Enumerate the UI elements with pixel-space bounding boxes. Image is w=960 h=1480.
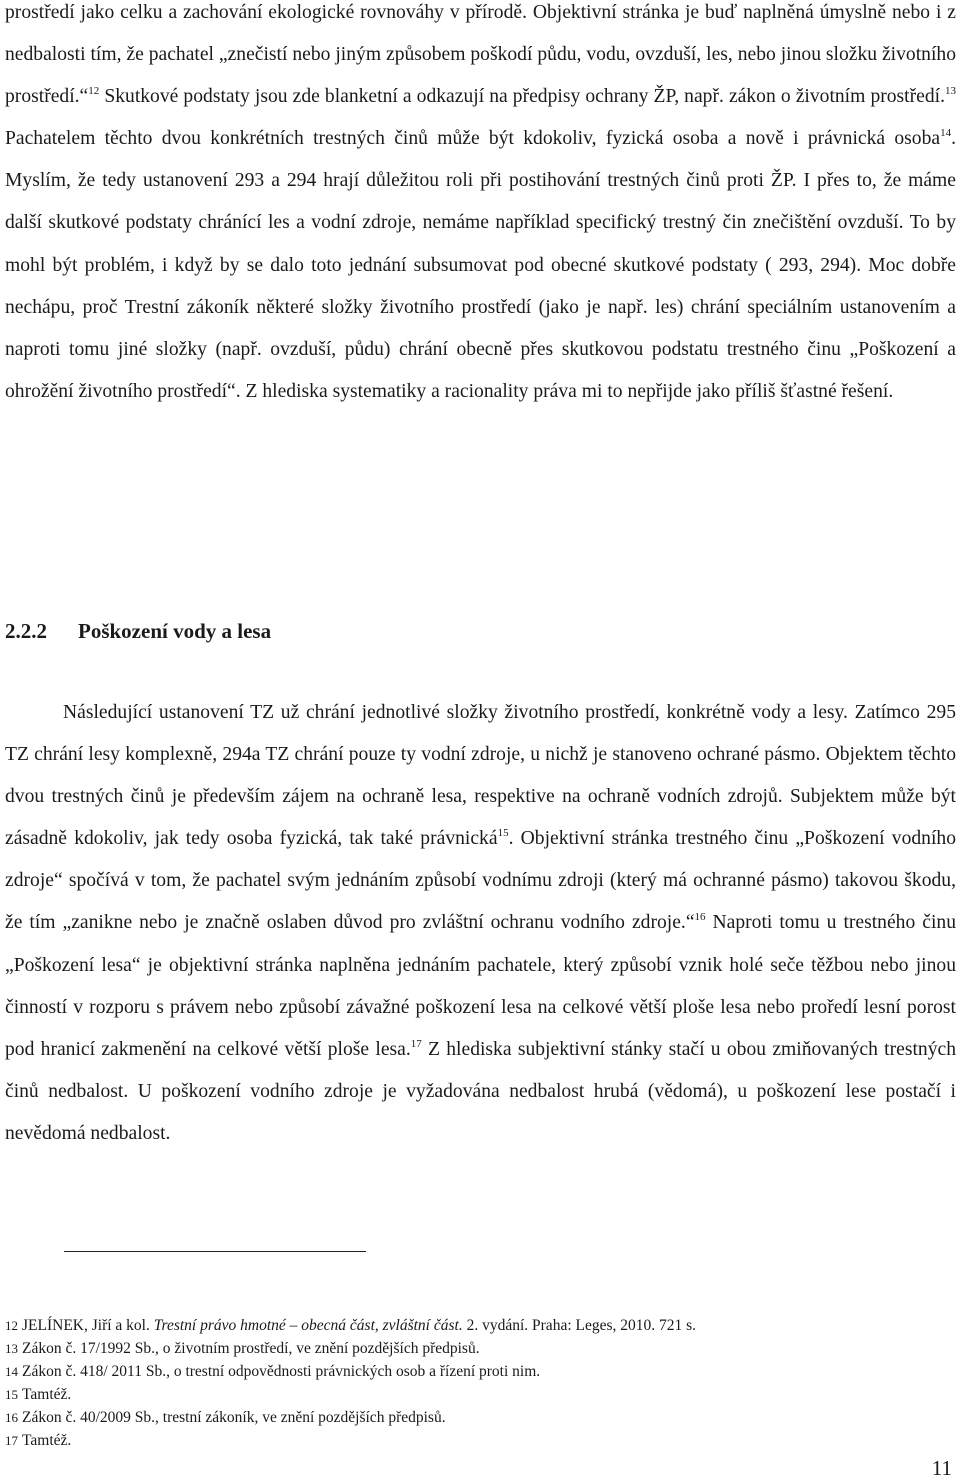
footnote-separator bbox=[64, 1251, 366, 1252]
footnote-reference: 12 bbox=[88, 85, 100, 98]
footnote-text: Zákon č. 418/ 2011 Sb., o trestní odpovědnosti právnických osob a řízení proti nim. bbox=[22, 1363, 541, 1381]
footnote-number: 17 bbox=[5, 1433, 18, 1449]
footnote-text: Tamtéž. bbox=[22, 1386, 72, 1404]
footnote-item bbox=[5, 1429, 945, 1452]
footnote-title: Trestní právo hmotné – obecná část, zvláštní část. bbox=[153, 1317, 463, 1334]
footnote-text: Zákon č. 17/1992 Sb., o životním prostředí, ve znění pozdějších předpisů. bbox=[22, 1340, 480, 1358]
footnote-number: 13 bbox=[5, 1341, 18, 1357]
footnote-number: 14 bbox=[5, 1364, 18, 1380]
footnote-reference: 13 bbox=[945, 85, 956, 98]
footnote-item bbox=[5, 1383, 945, 1406]
footnote-item bbox=[5, 1314, 945, 1337]
paragraph-text: . Myslím, že tedy ustanovení 293 a 294 hrají důležitou roli při postihování trestných činů proti ŽP. I přes to, že máme další skutkové podstaty chránící les a vodní zdroje, nemáme například specifický trestný čin znečištění ovzduší. To by mohl být problém, i když by se dalo toto jednání subsumovat pod obecné skutkové podstaty ( 293, 294). Moc dobře nechápu, proč Trestní zákoník některé složky životního prostředí (jako je např. les) chrání speciálním ustanovením a naproti tomu jiné složky (např. ovzduší, půdu) chrání obecně přes skutkovou podstatu trestného činu „Poškození a ohrožění životního prostředí“. Z hlediska systematiky a racionality práva mi to nepřijde jako příliš šťastné řešení. bbox=[5, 128, 956, 402]
paragraph-text: . Objektivní stránka trestného činu „Poškození vodního zdroje“ spočívá v tom, že pachatel svým jednáním způsobí vodnímu zdroji (který má ochranné pásmo) takovou škodu, že tím „zanikne nebo je značně oslaben důvod pro zvláštní ochranu vodního zdroje.“ bbox=[5, 828, 956, 934]
footnote-text: 2. vydání. Praha: Leges, 2010. 721 s. bbox=[462, 1317, 697, 1334]
paragraph-text: Z hlediska subjektivní stánky stačí u obou zmiňovaných trestných činů nedbalost. U poškození vodního zdroje je vyžadována nedbalost hrubá (vědomá), u poškození lese postačí i nevědomá nedbalost. bbox=[5, 1038, 956, 1144]
footnote-reference: 17 bbox=[410, 1037, 422, 1050]
footnotes-list bbox=[5, 1314, 945, 1453]
footnote-number: 15 bbox=[5, 1387, 18, 1403]
body-paragraph bbox=[5, 0, 956, 413]
page-number: 11 bbox=[931, 1456, 952, 1480]
section-title: Poškození vody a lesa bbox=[78, 619, 272, 643]
paragraph-text: Skutkové podstaty jsou zde blanketní a odkazují na předpisy ochrany ŽP, např. zákon o životním prostředí. bbox=[99, 86, 945, 108]
footnote-reference: 14 bbox=[940, 127, 952, 140]
footnote-text: Zákon č. 40/2009 Sb., trestní zákoník, ve znění pozdějších předpisů. bbox=[22, 1409, 446, 1427]
body-paragraph bbox=[5, 692, 956, 1155]
paragraph-text: Naproti tomu u trestného činu „Poškození lesa“ je objektivní stránka naplněna jednáním pachatele, který způsobí vznik holé seče těžbou nebo jinou činností v rozporu s právem nebo způsobí závažné poškození lesa na celkové větší ploše lesa nebo proředí lesní porost pod hranicí zakmenění na celkové větší ploše lesa. bbox=[5, 912, 956, 1060]
section-heading bbox=[5, 615, 271, 647]
footnote-reference: 15 bbox=[497, 827, 509, 840]
footnote-item bbox=[5, 1360, 945, 1383]
paragraph-text: Pachatelem těchto dvou konkrétních trestných činů může být kdokoliv, fyzická osoba a nově i právnická osoba bbox=[5, 128, 941, 150]
footnote-number: 16 bbox=[5, 1410, 18, 1426]
footnote-item bbox=[5, 1337, 945, 1360]
footnote-text: Tamtéž. bbox=[22, 1432, 72, 1450]
footnote-reference: 16 bbox=[694, 911, 706, 924]
section-number: 2.2.2 bbox=[5, 619, 47, 643]
footnote-item bbox=[5, 1406, 945, 1429]
paragraph-text: Následující ustanovení TZ už chrání jednotlivé složky životního prostředí, konkrétně vody a lesy. Zatímco 295 TZ chrání lesy komplexně, 294a TZ chrání pouze ty vodní zdroje, u nichž je stanoveno ochrané pásmo. Objektem těchto dvou trestných činů je především zájem na ochraně lesa, respektive na ochraně vodních zdrojů. Subjektem může být zásadně kdokoliv, jak tedy osoba fyzická, tak také právnická bbox=[5, 702, 956, 850]
footnote-text: JELÍNEK, Jiří a kol. bbox=[22, 1317, 154, 1334]
footnote-number: 12 bbox=[5, 1318, 18, 1333]
paragraph-text: prostředí jako celku a zachování ekologické rovnováhy v přírodě. Objektivní stránka je buď naplněná úmyslně nebo i z nedbalosti tím, že pachatel „znečistí nebo jiným způsobem poškodí půdu, vodu, ovzduší, les, nebo jinou složku životního prostředí.“ bbox=[5, 2, 956, 108]
